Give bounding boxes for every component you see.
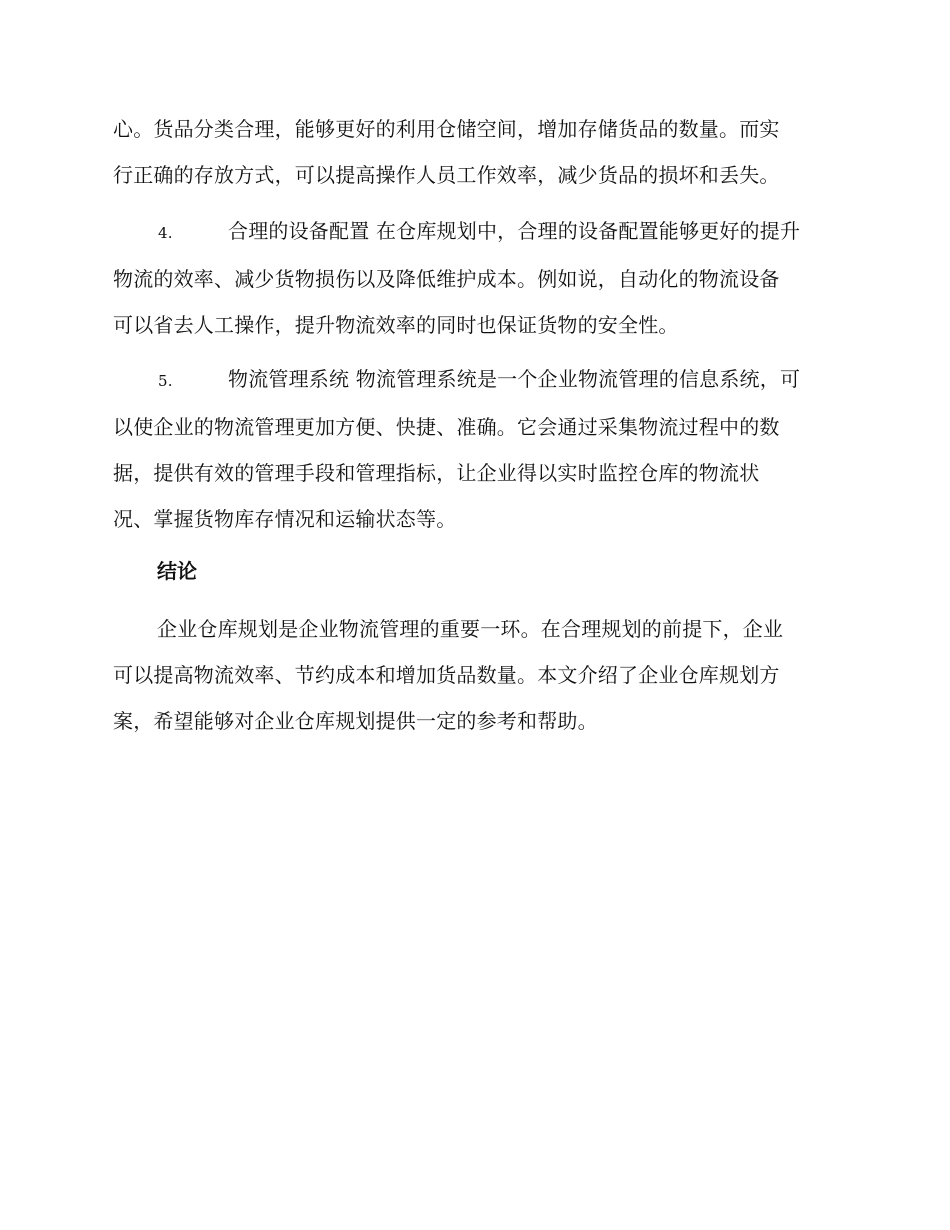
paragraph-line: 企业仓库规划是企业物流管理的重要一环。在合理规划的前提下，企业	[157, 617, 784, 641]
list-item-text: 合理的设备配置 在仓库规划中，合理的设备配置能够更好的提升	[228, 219, 801, 243]
list-item-first-line	[113, 208, 843, 256]
paragraph-line: 物流的效率、减少货物损伤以及降低维护成本。例如说，自动化的物流设备	[113, 267, 780, 291]
list-item-5	[113, 356, 843, 542]
list-number: 5.	[158, 372, 173, 390]
paragraph-continuation	[113, 106, 843, 198]
list-item-first-line	[113, 356, 843, 404]
paragraph-line: 以使企业的物流管理更加方便、快捷、准确。它会通过采集物流过程中的数	[113, 415, 780, 439]
list-number: 4.	[158, 224, 173, 242]
paragraph-line: 心。货品分类合理，能够更好的利用仓储空间，增加存储货品的数量。而实	[113, 117, 780, 141]
paragraph-line: 案，希望能够对企业仓库规划提供一定的参考和帮助。	[113, 709, 598, 733]
paragraph-line: 据，提供有效的管理手段和管理指标，让企业得以实时监控仓库的物流状	[113, 461, 760, 485]
paragraph-line: 况、掌握货物库存情况和运输状态等。	[113, 507, 457, 531]
paragraph-line: 行正确的存放方式，可以提高操作人员工作效率，减少货品的损坏和丢失。	[113, 163, 780, 187]
paragraph-line: 可以提高物流效率、节约成本和增加货品数量。本文介绍了企业仓库规划方	[113, 663, 780, 687]
list-item-text: 物流管理系统 物流管理系统是一个企业物流管理的信息系统，可	[228, 367, 801, 391]
conclusion-heading: 结论	[157, 559, 197, 583]
paragraph-line: 可以省去人工操作，提升物流效率的同时也保证货物的安全性。	[113, 313, 679, 337]
conclusion-paragraph	[113, 606, 843, 744]
list-item-4	[113, 208, 843, 348]
